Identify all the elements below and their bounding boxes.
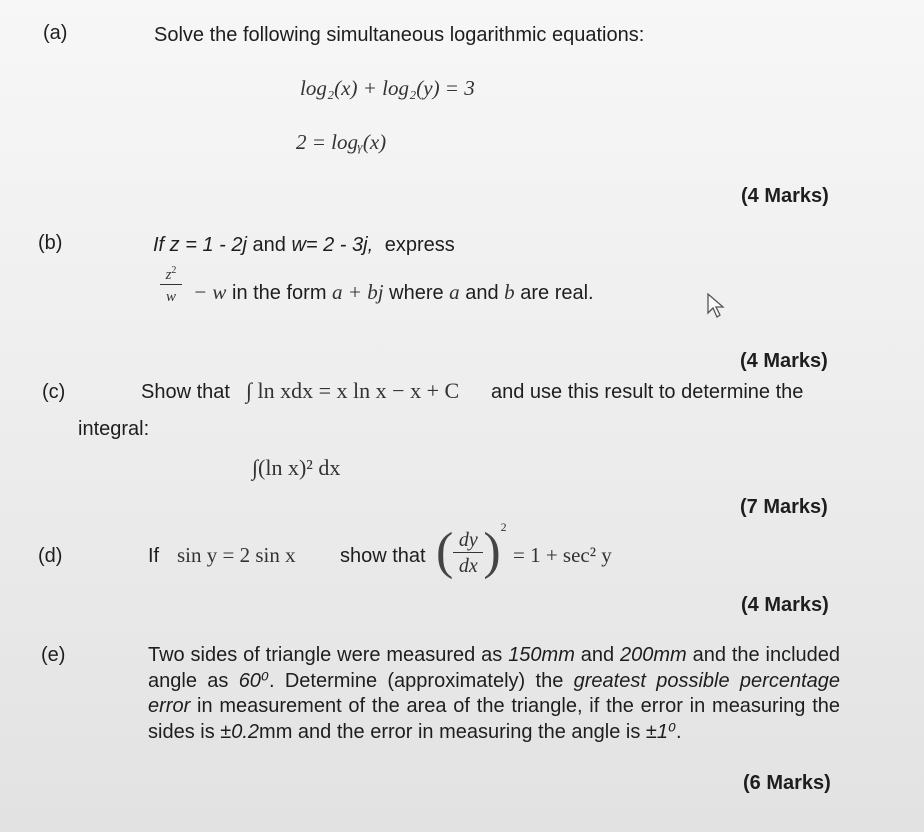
part-a-marks: (4 Marks)	[741, 185, 829, 207]
part-b-frac-num: z	[165, 267, 172, 283]
part-b-real: are real.	[520, 282, 594, 304]
part-e-text-3: and the included angle as	[148, 644, 841, 692]
part-d-deriv-num: dy	[458, 529, 478, 551]
part-c-integral-expr: ∫(ln x)² dx	[252, 455, 341, 480]
part-b-fraction	[160, 262, 182, 309]
part-b-marks: (4 Marks)	[740, 350, 828, 372]
part-b-frac-sup: 2	[171, 265, 177, 276]
part-b-express: express	[384, 234, 455, 256]
part-a-prompt: Solve the following simultaneous logarithmic equations:	[154, 24, 645, 46]
part-c-show-that: Show that	[141, 381, 230, 403]
part-e-side-error: 0.2	[231, 720, 260, 743]
part-b-and-2: and	[465, 282, 499, 304]
part-e-text-6: mm and the error in measuring the angle is ±	[259, 720, 657, 743]
part-a-label: (a)	[43, 22, 68, 44]
part-b-and: and	[252, 234, 286, 256]
part-b-label: (b)	[38, 232, 63, 254]
part-e-body	[148, 643, 840, 745]
part-b-line1	[153, 234, 455, 257]
part-b-form-text: in the form	[232, 282, 327, 304]
part-d-show-that: show that	[340, 545, 426, 567]
part-a-equation-1: log₂(x) + log₂(y) = 3	[300, 76, 475, 100]
part-e-text-4: . Determine (approximately) the	[268, 669, 574, 692]
part-c-integral-word: integral:	[78, 418, 150, 440]
part-b-w-def: w= 2 - 3j,	[291, 234, 374, 256]
part-e-label: (e)	[41, 644, 66, 666]
part-b-b-var: b	[504, 280, 515, 304]
part-d-condition: sin y = 2 sin x	[177, 543, 296, 567]
part-a-equation-2: 2 = logᵧ(x)	[296, 130, 387, 154]
mouse-cursor-icon	[706, 293, 726, 319]
part-b-line2	[193, 280, 594, 305]
part-d-marks: (4 Marks)	[741, 594, 829, 616]
part-b-form-expr: a + bj	[332, 280, 384, 304]
part-c-formula: ∫ ln xdx = x ln x − x + C	[246, 378, 460, 403]
part-d-deriv-power: 2	[500, 520, 507, 534]
part-d-if: If	[148, 545, 160, 567]
part-e-text-2: and	[574, 644, 621, 666]
part-c-marks: (7 Marks)	[740, 496, 828, 518]
part-e-text-1: Two sides of triangle were measured as	[148, 644, 509, 666]
part-b-z-def: If z = 1 - 2j	[153, 234, 247, 256]
part-e-angle: 60⁰	[238, 669, 269, 692]
part-e-side-1: 150mm	[508, 644, 575, 666]
part-b-minus-w: − w	[193, 280, 227, 304]
part-b-frac-den: w	[165, 289, 176, 305]
part-e-angle-error: 1⁰	[656, 720, 677, 743]
part-c-continuation: and use this result to determine the	[491, 381, 804, 403]
part-e-text-5: in measurement of the area of the triangle, if the error in measuring the sides is ±	[148, 695, 840, 743]
part-b-a-var: a	[449, 280, 460, 304]
part-d-label: (d)	[38, 545, 63, 567]
part-d-derivative: ( $\frac{dy}{dx}$ )$^2$	[436, 520, 507, 580]
part-c-label: (c)	[42, 381, 66, 403]
part-e-marks: (6 Marks)	[743, 772, 831, 794]
part-d-rhs: = 1 + sec² y	[513, 543, 612, 567]
part-e-text-7: .	[676, 720, 682, 743]
part-b-where: where	[389, 282, 444, 304]
part-e-greatest-error: greatest possible percentage error	[148, 669, 840, 717]
part-d-deriv-den: dx	[458, 555, 478, 577]
part-e-side-2: 200mm	[620, 644, 687, 666]
